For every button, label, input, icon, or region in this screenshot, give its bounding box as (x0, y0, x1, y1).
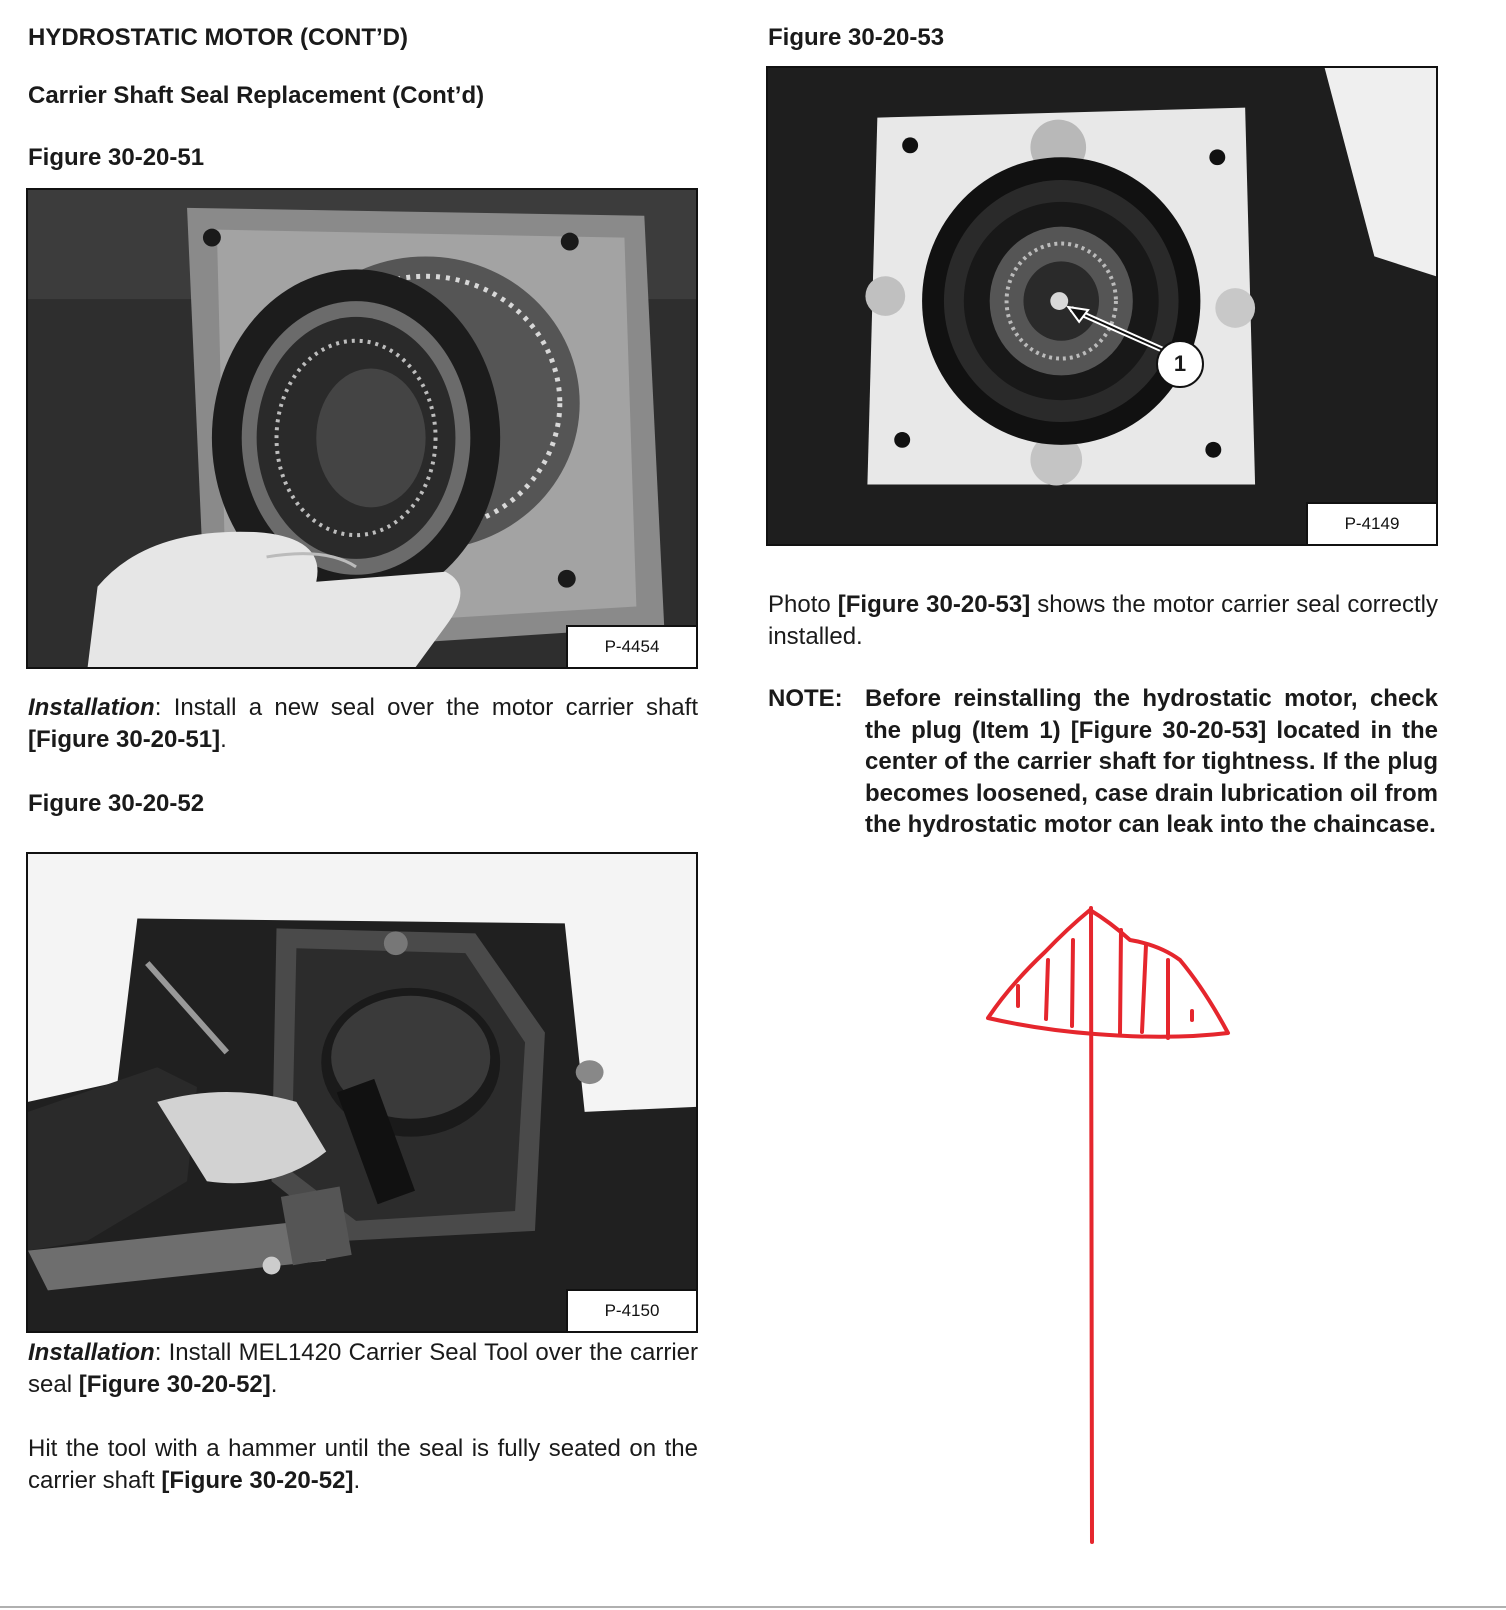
installation-end-2: . (270, 1371, 278, 1398)
figure-52-title: Figure 30-20-52 (28, 790, 205, 817)
hammer-end: . (353, 1467, 361, 1494)
figure-51-code: P-4454 (566, 625, 696, 667)
seal-installation-illustration (28, 190, 696, 667)
figure-53-code: P-4149 (1306, 502, 1436, 544)
note-text: Before reinstalling the hydrostatic motor, check the plug (Item 1) [Figure 30-20-53] located in the center of the carrier shaft for tightness. If the plug becomes loosened, case drain lubrication oil from the hydrostatic motor can leak into the chaincase. (865, 685, 1438, 839)
installation-end-1: . (220, 726, 227, 753)
figure-53-title: Figure 30-20-53 (768, 24, 945, 51)
installation-label-1: Installation (28, 694, 155, 721)
figure-52-reference-2[interactable]: [Figure 30-20-52] (161, 1467, 354, 1494)
photo-description-pre: Photo (768, 591, 838, 618)
photo-description-paragraph (768, 589, 1438, 653)
item-1-callout: 1 (1156, 340, 1204, 388)
photo-description-text: shows the motor carrier seal correctly installed. (768, 591, 1438, 650)
figure-51-reference[interactable]: [Figure 30-20-51] (28, 726, 221, 753)
figure-53-photo (766, 66, 1438, 546)
installation-text-1: : Install a new seal over the motor carrier shaft (154, 694, 698, 721)
installation-paragraph-2 (28, 1337, 698, 1401)
figure-53-reference[interactable]: [Figure 30-20-53] (837, 591, 1031, 618)
footer-rule (0, 1606, 1506, 1608)
sketch-dome-outline (988, 910, 1228, 1037)
figure-52-photo (26, 852, 698, 1333)
installed-seal-illustration (768, 68, 1436, 544)
sketch-hatch-5 (1142, 945, 1146, 1032)
note-block (768, 683, 1438, 841)
figure-52-code: P-4150 (566, 1289, 696, 1331)
subsection-title: Carrier Shaft Seal Replacement (Cont’d) (28, 82, 485, 109)
sketch-hatch-4 (1120, 930, 1121, 1033)
installation-paragraph-1 (28, 692, 698, 756)
figure-51-photo (26, 188, 698, 669)
installation-label-2: Installation (28, 1339, 155, 1366)
hammer-paragraph (28, 1433, 698, 1497)
seal-tool-illustration (28, 854, 696, 1331)
sketch-hatch-2 (1046, 960, 1048, 1019)
section-title: HYDROSTATIC MOTOR (CONT’D) (28, 24, 408, 51)
figure-51-title: Figure 30-20-51 (28, 144, 205, 171)
sketch-hatch-3 (1072, 940, 1073, 1026)
note-label: NOTE: (768, 685, 843, 712)
hammer-text: Hit the tool with a hammer until the seal is fully seated on the carrier shaft (28, 1435, 698, 1494)
figure-52-reference[interactable]: [Figure 30-20-52] (78, 1371, 271, 1398)
sketch-vertical-stroke (1091, 908, 1092, 1542)
installation-text-2: : Install MEL1420 Carrier Seal Tool over the carrier seal (28, 1339, 698, 1398)
